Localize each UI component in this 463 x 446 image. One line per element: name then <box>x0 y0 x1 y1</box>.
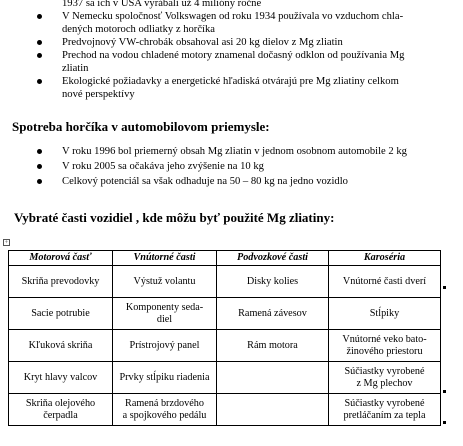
cell-text: Ramená brzdového <box>125 397 204 409</box>
table-cell[interactable] <box>329 330 441 362</box>
cell-text: Skriňa prevodovky <box>21 275 100 287</box>
list-item-text: Ekologické požiadavky a energetické hľadiská otvárajú pre Mg zliatiny celkom nové perspektívy <box>62 76 399 100</box>
list-item <box>62 75 457 101</box>
cell-text: Stĺpiky <box>369 307 400 319</box>
cell-text: čerpadla <box>43 409 78 421</box>
cell-text: žinového priestoru <box>346 345 423 357</box>
table-cell[interactable] <box>113 266 217 298</box>
cell-text: z Mg plechov <box>356 377 413 389</box>
table-cell[interactable] <box>9 394 113 426</box>
cell-text: pretláčaním za tepla <box>343 409 426 421</box>
list-item <box>62 36 457 49</box>
table-row <box>9 266 441 298</box>
table-cell[interactable] <box>217 298 329 330</box>
section-heading-consumption: Spotreba horčíka v automobilovom priemysle: <box>12 119 270 134</box>
list-item-text: Predvojnový VW-chrobák obsahoval asi 20 kg dielov z Mg zliatin <box>62 37 343 48</box>
table-cell[interactable] <box>217 362 329 394</box>
table-cell[interactable] <box>217 394 329 426</box>
table-cell[interactable] <box>9 330 113 362</box>
row-end-mark <box>443 390 446 393</box>
section-heading-parts: Vybraté časti vozidiel , kde môžu byť použité Mg zliatiny: <box>14 210 335 225</box>
table-cell[interactable] <box>9 266 113 298</box>
table-cell[interactable] <box>329 362 441 394</box>
column-header: Vnútorné časti <box>113 251 217 266</box>
table-cell[interactable] <box>9 362 113 394</box>
history-bullet-list <box>62 0 457 101</box>
list-item-text: Prechod na vodou chladené motory znamenal dočasný odklon od používania Mg zliatin <box>62 50 405 74</box>
table-row <box>9 330 441 362</box>
table-row <box>9 394 441 426</box>
table-cell[interactable] <box>217 266 329 298</box>
row-end-mark <box>443 286 446 289</box>
consumption-bullet-list <box>62 145 457 190</box>
table-header-row <box>9 251 441 266</box>
table-anchor-icon[interactable]: + <box>4 240 9 246</box>
table-cell[interactable] <box>329 298 441 330</box>
column-header: Motorová časť <box>9 251 113 266</box>
cell-text: Kryt hlavy valcov <box>23 371 98 383</box>
cell-text: Výstuž volantu <box>133 275 196 287</box>
list-item <box>62 10 457 36</box>
table-cell[interactable] <box>113 298 217 330</box>
table-row <box>9 298 441 330</box>
column-header: Karoséria <box>329 251 441 266</box>
cell-text: Vnútorné veko bato- <box>342 333 427 345</box>
list-item <box>62 0 457 10</box>
table-body <box>9 266 441 426</box>
cell-text: Rám motora <box>247 339 298 351</box>
cell-text: Disky kolies <box>246 275 299 287</box>
table-cell[interactable] <box>329 266 441 298</box>
cell-text: Prístrojový panel <box>129 339 200 351</box>
list-item: V roku 1996 bol priemerný obsah Mg zliatin v jednom osobnom automobile 2 kg <box>62 145 457 160</box>
cell-text: Sacie potrubie <box>31 307 90 319</box>
cell-text: Kľuková skriňa <box>28 339 93 351</box>
row-end-mark <box>443 421 446 424</box>
cell-text: Súčiastky vyrobené <box>344 365 425 377</box>
cell-text: Súčiastky vyrobené <box>344 397 425 409</box>
cell-text: Komponenty seda- <box>125 301 204 313</box>
list-item: Celkový potenciál sa však odhaduje na 50 – 80 kg na jedno vozidlo <box>62 175 457 190</box>
cell-text: a spojkového pedálu <box>122 409 207 421</box>
cell-text: diel <box>156 313 173 325</box>
cell-text: Prvky stĺpiku riadenia <box>119 371 210 383</box>
table-cell[interactable] <box>329 394 441 426</box>
table-cell[interactable] <box>113 362 217 394</box>
list-item: V roku 2005 sa očakáva jeho zvýšenie na 10 kg <box>62 160 457 175</box>
list-item-text: V Nemecku spoločnosť Volkswagen od roku 1934 používala vo vzduchom chla- dených motoroch odliatky z horčíka <box>62 11 404 35</box>
table-cell[interactable] <box>9 298 113 330</box>
table-cell[interactable] <box>113 394 217 426</box>
cell-text: Skriňa olejového <box>25 397 96 409</box>
cell-text: Vnútorné časti dverí <box>342 275 427 287</box>
table-cell[interactable] <box>217 330 329 362</box>
table-cell[interactable] <box>113 330 217 362</box>
list-item <box>62 49 457 75</box>
list-item-text: 1937 sa ich v USA vyrábali už 4 milióny ročne <box>62 0 262 9</box>
column-header: Podvozkové časti <box>217 251 329 266</box>
parts-table <box>8 250 441 426</box>
cell-text: Ramená závesov <box>238 307 307 319</box>
table-row <box>9 362 441 394</box>
